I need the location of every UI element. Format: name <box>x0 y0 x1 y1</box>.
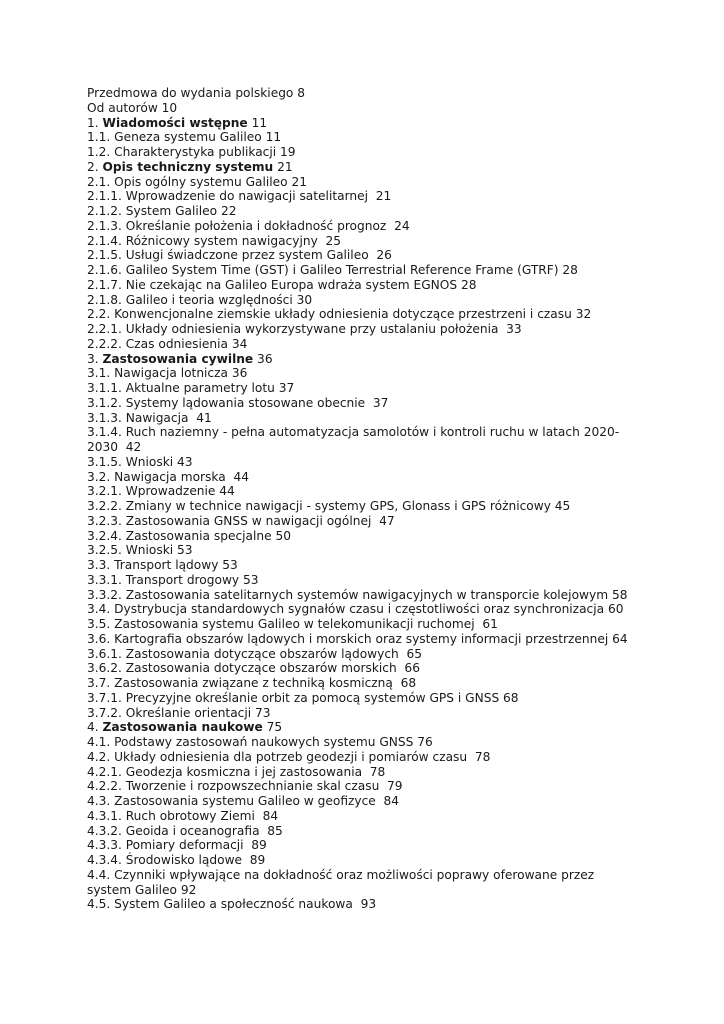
toc-entry <box>87 175 647 190</box>
toc-entry-text: 3.3. Transport lądowy 53 <box>87 558 238 572</box>
toc-entry <box>87 765 647 780</box>
toc-entry-text: 21 <box>273 159 293 174</box>
toc-entry-text: 4.3. Zastosowania systemu Galileo w geofizyce 84 <box>87 794 400 808</box>
toc-entry-text: 3.4. Dystrybucja standardowych sygnałów czasu i częstotliwości oraz synchronizacja 60 <box>87 602 624 617</box>
toc-entry-text: 3.7.2. Określanie orientacji 73 <box>87 705 271 720</box>
toc-entry <box>87 588 647 603</box>
toc-entry-text: 4.5. System Galileo a społeczność naukowa 93 <box>87 897 377 912</box>
toc-entry <box>87 116 647 131</box>
toc-entry <box>87 809 647 824</box>
toc-entry-text: 4.3.3. Pomiary deformacji 89 <box>87 838 267 853</box>
toc-entry <box>87 263 647 278</box>
toc-entry <box>87 101 647 116</box>
toc-entry-text: 3.2.3. Zastosowania GNSS w nawigacji ogólnej 47 <box>87 513 395 528</box>
toc-entry <box>87 824 647 839</box>
toc-entry-text: 4.1. Podstawy zastosowań naukowych systemu GNSS 76 <box>87 735 433 749</box>
toc-entry-text: 11 <box>247 115 268 130</box>
toc-entry-text: 3.6. Kartografia obszarów lądowych i morskich oraz systemy informacji przestrzennej 64 <box>87 631 628 646</box>
toc-entry-text: 3.2.1. Wprowadzenie 44 <box>87 484 235 499</box>
toc-entry <box>87 691 647 706</box>
toc-entry-text: 2. <box>87 159 103 174</box>
toc-entry <box>87 440 647 455</box>
toc-entry-text: 1. <box>87 115 103 130</box>
toc-entry <box>87 617 647 632</box>
toc-entry <box>87 676 647 691</box>
toc-entry <box>87 838 647 853</box>
toc-entry-text: 4.3.1. Ruch obrotowy Ziemi 84 <box>87 808 279 823</box>
toc-entry-text: 3. <box>87 351 103 366</box>
toc-entry-text: 1.2. Charakterystyka publikacji 19 <box>87 145 296 159</box>
toc-entry-text: 3.1.1. Aktualne parametry lotu 37 <box>87 381 295 395</box>
toc-entry <box>87 573 647 588</box>
toc-entry-text: 3.6.1. Zastosowania dotyczące obszarów lądowych 65 <box>87 646 423 661</box>
toc-entry <box>87 425 647 440</box>
toc-entry <box>87 735 647 750</box>
toc-entry-text: 3.1. Nawigacja lotnicza 36 <box>87 366 248 381</box>
toc-entry <box>87 352 647 367</box>
toc-entry-text: 3.2.4. Zastosowania specjalne 50 <box>87 528 291 543</box>
toc-entry <box>87 160 647 175</box>
toc-entry-text: Przedmowa do wydania polskiego 8 <box>87 86 306 100</box>
toc-entry <box>87 794 647 809</box>
toc-entry-text: 3.5. Zastosowania systemu Galileo w telekomunikacji ruchomej 61 <box>87 617 498 631</box>
toc-entry-text: 3.2.2. Zmiany w technice nawigacji - systemy GPS, Glonass i GPS różnicowy 45 <box>87 499 571 513</box>
toc-entry-text: 2.1.8. Galileo i teoria względności 30 <box>87 292 313 307</box>
toc-entry <box>87 484 647 499</box>
toc-entry <box>87 219 647 234</box>
toc-entry <box>87 661 647 676</box>
toc-entry-text: 3.2. Nawigacja morska 44 <box>87 469 249 484</box>
toc-entry-text: 2.1.1. Wprowadzenie do nawigacji satelitarnej 21 <box>87 189 392 204</box>
toc-chapter-title: Zastosowania cywilne <box>102 351 254 366</box>
toc-entry <box>87 720 647 735</box>
toc-entry-text: 2.2.2. Czas odniesienia 34 <box>87 336 248 351</box>
toc-entry-text: Od autorów 10 <box>87 100 178 115</box>
toc-entry-text: 2.1.6. Galileo System Time (GST) i Galileo Terrestrial Reference Frame (GTRF) 28 <box>87 263 578 277</box>
toc-entry <box>87 558 647 573</box>
toc-entry-text: 3.1.3. Nawigacja 41 <box>87 410 212 425</box>
toc-entry <box>87 499 647 514</box>
toc-entry <box>87 514 647 529</box>
toc-entry-text: 2.1.4. Różnicowy system nawigacyjny 25 <box>87 233 342 248</box>
toc-entry-text: 4.2. Układy odniesienia dla potrzeb geodezji i pomiarów czasu 78 <box>87 749 491 764</box>
toc-entry <box>87 455 647 470</box>
toc-entry <box>87 204 647 219</box>
toc-entry-text: 2.1.5. Usługi świadczone przez system Galileo 26 <box>87 248 392 263</box>
toc-entry <box>87 779 647 794</box>
toc-entry-text: 1.1. Geneza systemu Galileo 11 <box>87 130 282 145</box>
toc-entry-text: 2.1.3. Określanie położenia i dokładność prognoz 24 <box>87 218 410 233</box>
toc-entry-text: 2.1.7. Nie czekając na Galileo Europa wdraża system EGNOS 28 <box>87 277 477 292</box>
toc-entry-text: 2.1. Opis ogólny systemu Galileo 21 <box>87 174 307 189</box>
toc-entry-text: 3.1.4. Ruch naziemny - pełna automatyzacja samolotów i kontroli ruchu w latach 2020- <box>87 425 620 440</box>
toc-entry <box>87 366 647 381</box>
toc-entry-text: 3.7.1. Precyzyjne określanie orbit za pomocą systemów GPS i GNSS 68 <box>87 690 519 705</box>
toc-entry <box>87 322 647 337</box>
toc-entry-text: 4.3.4. Środowisko lądowe 89 <box>87 853 266 867</box>
toc-entry <box>87 86 647 101</box>
toc-entry-text: 4. <box>87 720 103 735</box>
toc-entry-text: 4.3.2. Geoida i oceanografia 85 <box>87 823 283 838</box>
table-of-contents <box>87 86 647 912</box>
toc-entry-text: 3.3.1. Transport drogowy 53 <box>87 572 259 587</box>
toc-entry-text: 3.1.5. Wnioski 43 <box>87 454 193 469</box>
toc-entry <box>87 470 647 485</box>
toc-entry <box>87 529 647 544</box>
toc-entry-text: 75 <box>262 720 283 735</box>
toc-chapter-title: Wiadomości wstępne <box>102 115 248 130</box>
toc-entry-text: 4.2.2. Tworzenie i rozpowszechnianie skal czasu 79 <box>87 779 403 794</box>
toc-entry-text: 3.6.2. Zastosowania dotyczące obszarów morskich 66 <box>87 661 420 676</box>
toc-entry <box>87 706 647 721</box>
toc-entry-text: 3.3.2. Zastosowania satelitarnych systemów nawigacyjnych w transporcie kolejowym 58 <box>87 587 628 602</box>
toc-entry <box>87 602 647 617</box>
toc-chapter-title: Zastosowania naukowe <box>102 720 263 735</box>
toc-entry-text: 2030 42 <box>87 440 142 454</box>
toc-entry-text: 2.2. Konwencjonalne ziemskie układy odniesienia dotyczące przestrzeni i czasu 32 <box>87 307 592 322</box>
toc-entry-text: system Galileo 92 <box>87 882 197 897</box>
toc-entry <box>87 189 647 204</box>
toc-entry <box>87 337 647 352</box>
toc-entry <box>87 853 647 868</box>
toc-entry <box>87 750 647 765</box>
toc-entry <box>87 234 647 249</box>
toc-entry <box>87 632 647 647</box>
toc-entry <box>87 897 647 912</box>
toc-entry <box>87 130 647 145</box>
toc-entry-text: 2.1.2. System Galileo 22 <box>87 204 237 218</box>
toc-entry-text: 36 <box>253 351 273 366</box>
toc-entry-text: 3.7. Zastosowania związane z techniką kosmiczną 68 <box>87 676 417 690</box>
toc-entry <box>87 868 647 883</box>
toc-entry <box>87 883 647 898</box>
toc-entry <box>87 543 647 558</box>
toc-entry <box>87 307 647 322</box>
toc-entry-text: 3.2.5. Wnioski 53 <box>87 543 193 558</box>
toc-entry <box>87 647 647 662</box>
toc-entry <box>87 293 647 308</box>
toc-entry-text: 3.1.2. Systemy lądowania stosowane obecnie 37 <box>87 395 389 410</box>
toc-entry <box>87 248 647 263</box>
toc-entry <box>87 145 647 160</box>
toc-entry-text: 4.4. Czynniki wpływające na dokładność oraz możliwości poprawy oferowane przez <box>87 867 595 882</box>
toc-entry <box>87 411 647 426</box>
toc-entry-text: 4.2.1. Geodezja kosmiczna i jej zastosowania 78 <box>87 764 386 779</box>
toc-entry <box>87 381 647 396</box>
toc-entry <box>87 396 647 411</box>
toc-entry <box>87 278 647 293</box>
toc-entry-text: 2.2.1. Układy odniesienia wykorzystywane przy ustalaniu położenia 33 <box>87 322 522 336</box>
toc-chapter-title: Opis techniczny systemu <box>102 159 274 174</box>
